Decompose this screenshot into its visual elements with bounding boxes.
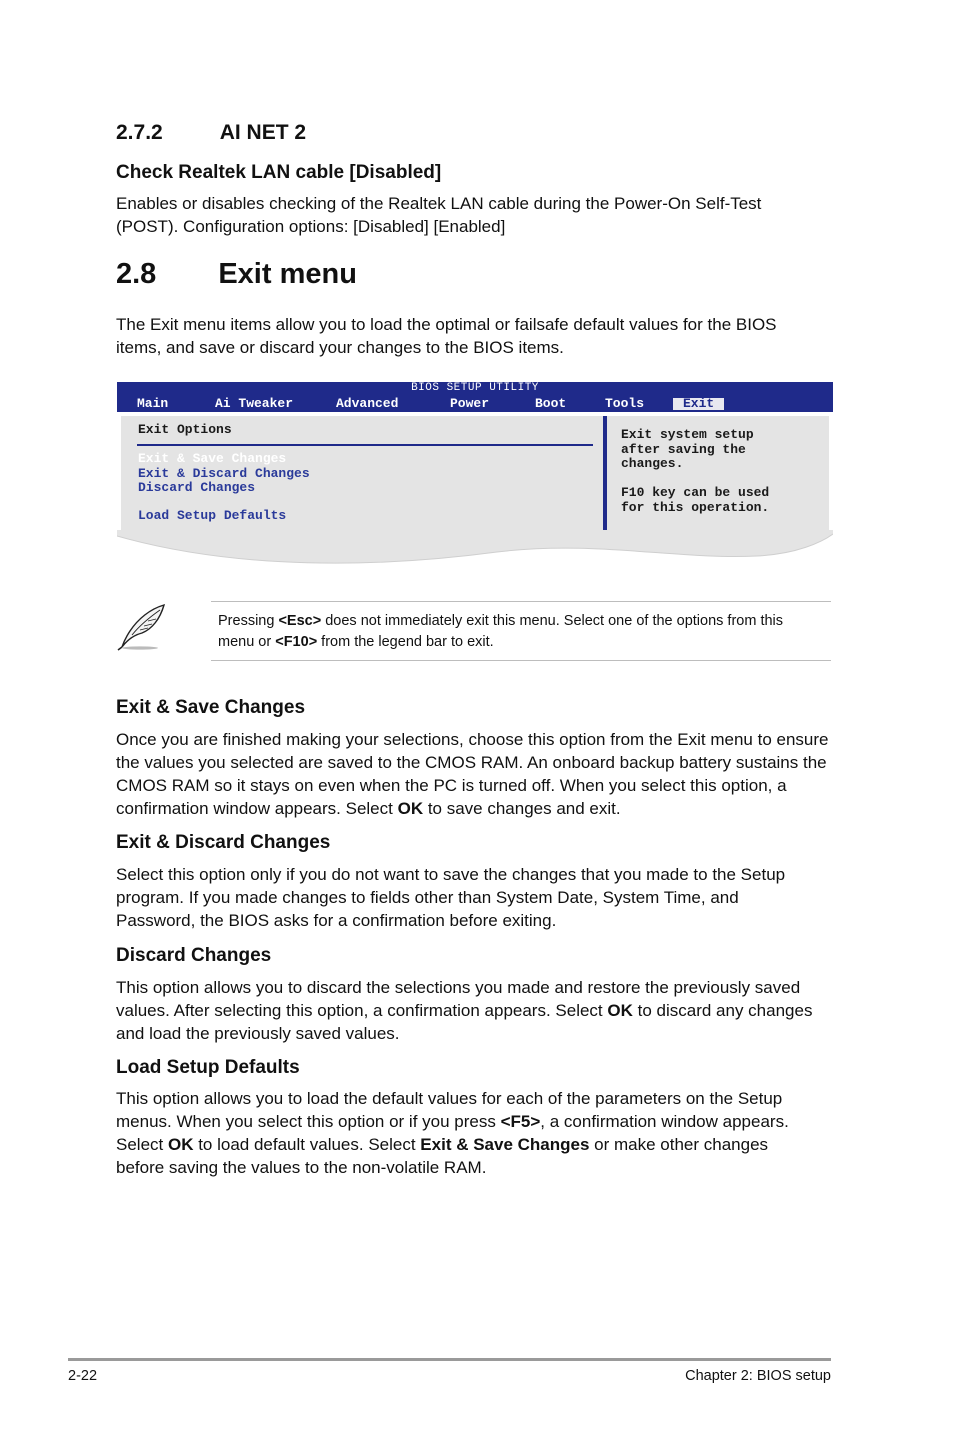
option-load-setup-defaults[interactable]: Load Setup Defaults — [138, 508, 287, 523]
tab-exit[interactable]: Exit — [673, 398, 724, 410]
subheading-discard: Discard Changes — [116, 945, 272, 966]
bios-tabs — [117, 396, 833, 412]
subheading-exit-discard: Exit & Discard Changes — [116, 832, 331, 853]
paragraph-text: This option allows you to discard the selections you made and restore the previously saved values. After selecting this option, a confirmation appears. Select — [116, 978, 801, 1020]
tab-ai-tweaker[interactable]: Ai Tweaker — [215, 396, 294, 411]
paragraph-text: , a confirmation window appears. Select — [116, 1112, 789, 1154]
f5-key: <F5> — [500, 1112, 541, 1131]
option-exit-save-changes[interactable]: Exit & Save Changes — [138, 451, 287, 466]
bios-screenshot — [117, 382, 833, 562]
note-text — [218, 611, 818, 653]
note-bottom-rule — [211, 660, 831, 661]
note-top-rule — [211, 601, 831, 602]
paragraph-exit-save — [116, 728, 832, 820]
f10-key: <F10> — [275, 634, 318, 650]
tab-power[interactable]: Power — [450, 396, 490, 411]
note-text-part: from the legend bar to exit. — [317, 634, 494, 650]
footer-rule — [68, 1358, 831, 1361]
options-divider — [137, 444, 593, 446]
torn-edge-decoration — [117, 530, 833, 570]
note-text-part: does not immediately exit this menu. Select one of the options from this menu or — [218, 613, 784, 650]
paragraph-exit-discard: Select this option only if you do not want to save the changes that you made to the Setup program. If you made changes to fields other than System Date, System Time, and Password, the BIOS asks for a confirmation before exiting. — [116, 865, 786, 930]
ok-label: OK — [607, 1001, 633, 1020]
tab-boot[interactable]: Boot — [535, 396, 567, 411]
paragraph-text: Once you are finished making your selections, choose this option from the Exit menu to ensure the values you selected are saved to the CMOS RAM. An onboard backup battery sustains the CMOS RAM so it stays on even when the PC is turned off. When you select this option, a confirmation window appears. Select — [116, 730, 829, 818]
subheading-load-defaults: Load Setup Defaults — [116, 1057, 300, 1078]
page-number: 2-22 — [68, 1368, 98, 1384]
subheading-check-lan: Check Realtek LAN cable [Disabled] — [116, 162, 442, 183]
ok-label: OK — [397, 799, 424, 818]
note-text-part: Pressing — [218, 613, 279, 629]
section-heading-2-7-2 — [116, 121, 306, 145]
paragraph-text: to discard any changes and load the previously saved values. — [116, 1001, 813, 1043]
tab-tools[interactable]: Tools — [605, 396, 645, 411]
tab-main[interactable]: Main — [137, 396, 169, 411]
paragraph-text: This option allows you to load the default values for each of the parameters on the Setup menus. When you select this option or if you press — [116, 1089, 783, 1131]
exit-save-label: Exit & Save Changes — [420, 1135, 590, 1154]
ok-label: OK — [167, 1135, 194, 1154]
bios-title: BIOS SETUP UTILITY — [411, 382, 539, 394]
subheading-exit-save: Exit & Save Changes — [116, 697, 306, 718]
option-exit-discard-changes[interactable]: Exit & Discard Changes — [138, 465, 310, 481]
options-heading: Exit Options — [138, 422, 232, 437]
option-discard-changes[interactable]: Discard Changes — [138, 480, 256, 495]
bios-body — [117, 412, 833, 562]
options-panel — [121, 416, 605, 535]
section-heading-2-8 — [116, 258, 357, 291]
paragraph-exit-intro: The Exit menu items allow you to load the optimal or failsafe default values for the BIOS items, and save or discard your changes to the BIOS items. — [116, 315, 777, 357]
help-panel — [605, 416, 829, 535]
section-number: 2.8 — [116, 258, 157, 290]
paragraph-text: to save changes and exit. — [423, 799, 621, 818]
section-number: 2.7.2 — [116, 121, 163, 144]
paragraph-text: to load default values. Select — [193, 1135, 421, 1154]
section-title: Exit menu — [218, 258, 357, 290]
bios-menu-bar — [117, 382, 833, 412]
feather-quill-icon — [116, 603, 168, 651]
tab-advanced[interactable]: Advanced — [336, 396, 399, 411]
paragraph-discard — [116, 976, 832, 1045]
section-title: AI NET 2 — [219, 121, 307, 144]
paragraph-check-lan: Enables or disables checking of the Realtek LAN cable during the Power-On Self-Test (POST). Configuration options: [Disabled] [Enabled] — [116, 194, 762, 236]
help-text: Exit system setup after saving the changes. F10 key can be used for this operation. — [621, 427, 770, 515]
paragraph-load-defaults — [116, 1087, 816, 1179]
chapter-label: Chapter 2: BIOS setup — [685, 1368, 831, 1384]
esc-key: <Esc> — [278, 613, 322, 629]
paragraph-text: or make other changes before saving the values to the non-volatile RAM. — [116, 1135, 769, 1177]
